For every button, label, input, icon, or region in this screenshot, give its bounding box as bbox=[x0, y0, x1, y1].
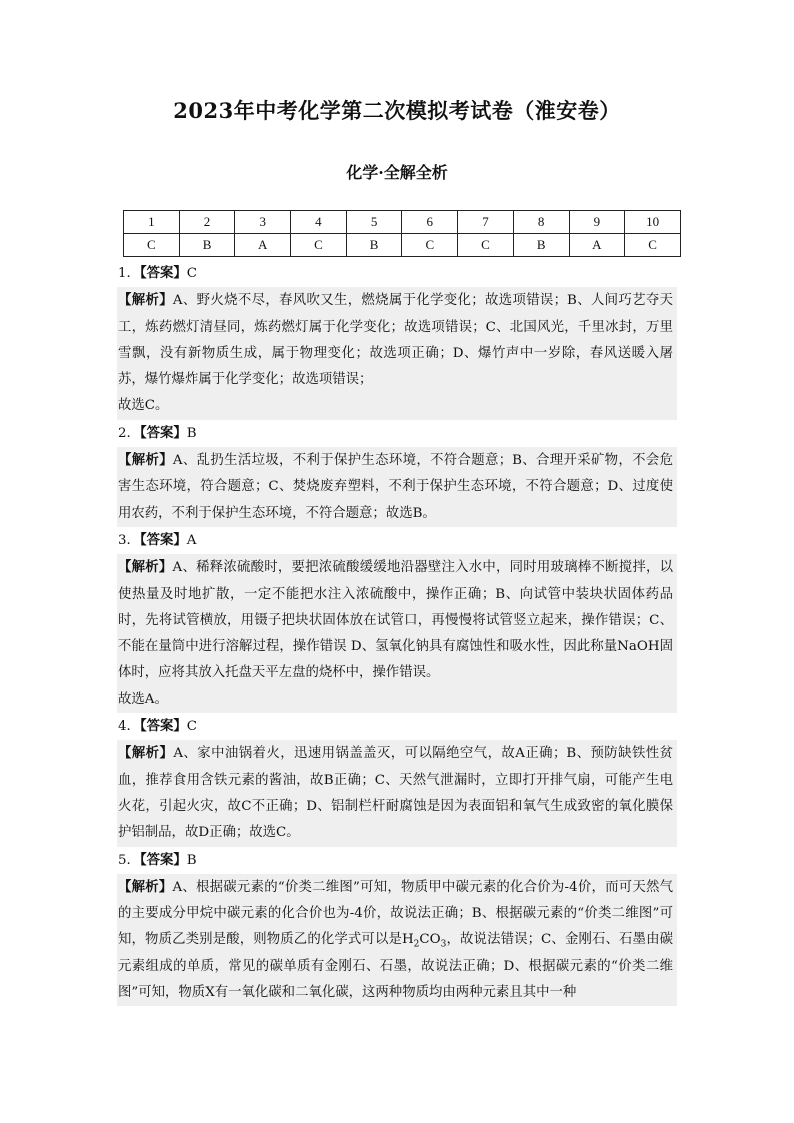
table-cell: B bbox=[179, 234, 235, 257]
answer-tag: 【答案】 bbox=[139, 424, 187, 441]
analysis-conclusion: 故选A。 bbox=[118, 691, 168, 707]
analysis-text bbox=[118, 874, 673, 1006]
answer-table-number-row bbox=[124, 211, 681, 234]
analysis-body: A、乱扔生活垃圾，不利于保护生态环境，不符合题意；B、合理开采矿物，不会危害生态环境，符合题意；C、焚烧废弃塑料，不利于保护生态环境，不符合题意；D、过度使用农药，不利于保护生态环境，不符合题意；故选B。 bbox=[118, 453, 673, 521]
question-number: 4． bbox=[118, 719, 140, 735]
answer-value: B bbox=[186, 852, 197, 868]
table-cell: 1 bbox=[124, 211, 180, 234]
analysis-block-q3 bbox=[117, 554, 677, 713]
answer-line-q2 bbox=[117, 420, 677, 447]
analysis-tag: 【解析】 bbox=[118, 878, 173, 895]
analysis-block-q2 bbox=[117, 447, 677, 527]
analysis-body: A、稀释浓硫酸时，要把浓硫酸缓缓地沿器壁注入水中，同时用玻璃棒不断搅拌，以使热量及时地扩散，一定不能把水注入浓硫酸中，操作正确；B、向试管中装块状固体药品时，先将试管横放，用镊子把块状固体放在试管口，再慢慢将试管竖立起来，操作错误；C、不能在量筒中进行溶解过程，操作错误 D、氢氧化钠具有腐蚀性和吸水性，因此称量NaOH固体时，应将其放入托盘天平左盘的烧杯中，操作错误。 bbox=[118, 560, 674, 681]
table-cell: 5 bbox=[346, 211, 402, 234]
analysis-tag: 【解析】 bbox=[118, 292, 173, 309]
answer-line-q1 bbox=[117, 260, 677, 287]
analysis-text bbox=[118, 287, 673, 393]
answer-value: B bbox=[186, 425, 197, 441]
table-cell: 6 bbox=[402, 211, 458, 234]
answer-value: C bbox=[186, 719, 198, 735]
table-cell: 8 bbox=[513, 211, 569, 234]
table-cell: 3 bbox=[235, 211, 291, 234]
question-number: 1． bbox=[118, 266, 140, 281]
table-cell: 4 bbox=[291, 211, 347, 234]
analysis-text bbox=[118, 554, 673, 686]
answer-value: C bbox=[186, 266, 198, 281]
table-cell: C bbox=[124, 234, 180, 257]
analysis-tag: 【解析】 bbox=[118, 452, 173, 469]
table-cell: C bbox=[458, 234, 514, 257]
answer-line-q5 bbox=[117, 847, 677, 874]
analysis-body: A、根据碳元素的“价类二维图”可知，物质甲中碳元素的化合价为-4价，而可天然气的主要成分甲烷中碳元素的化合价也为-4价，故说法正确；B、根据碳元素的“价类二维图”可知，物质乙类别是酸，则物质乙的化学式可以是H bbox=[118, 879, 673, 948]
question-number: 5． bbox=[118, 852, 140, 868]
table-cell: C bbox=[291, 234, 347, 257]
formula-part: CO bbox=[419, 932, 441, 948]
analysis-body: ，故说法错误；C、金刚石、石墨由碳元素组成的单质，常见的碳单质有金刚石、石墨，故说法正确；D、根据碳元素的“价类二维图”可知，物质X有一氧化碳和二氧化碳，这两种物质均由两种元素且其中一种 bbox=[118, 932, 673, 1001]
answer-value: A bbox=[186, 532, 197, 548]
analysis-block-q5 bbox=[117, 874, 677, 1006]
formula-subscript: 3 bbox=[440, 940, 447, 951]
analysis-body: A、家中油锅着火，迅速用锅盖盖灭，可以隔绝空气，故A正确；B、预防缺铁性贫血，推荐食用含铁元素的酱油，故B正确；C、天然气泄漏时，立即打开排气扇，可能产生电火花，引起火灾，故C不正确；D、铝制栏杆耐腐蚀是因为表面铝和氧气生成致密的氧化膜保护铝制品，故D正确；故选C。 bbox=[118, 746, 674, 841]
table-cell: 9 bbox=[569, 211, 625, 234]
analysis-text bbox=[118, 740, 673, 846]
answer-line-q3 bbox=[117, 527, 677, 554]
analysis-text bbox=[118, 447, 673, 527]
table-cell: 2 bbox=[179, 211, 235, 234]
analysis-tag: 【解析】 bbox=[118, 559, 173, 576]
answer-line-q4 bbox=[117, 713, 677, 740]
analysis-block-q1 bbox=[117, 287, 677, 419]
table-cell: A bbox=[235, 234, 291, 257]
analysis-block-q4 bbox=[117, 740, 677, 846]
table-cell: A bbox=[569, 234, 625, 257]
table-cell: 10 bbox=[625, 211, 681, 234]
analysis-body: A、野火烧不尽，春风吹又生，燃烧属于化学变化；故选项错误；B、人间巧艺夺天工，炼药燃灯清昼同，炼药燃灯属于化学变化；故选项错误；C、北国风光，千里冰封，万里雪飘，没有新物质生成，属于物理变化；故选项正确；D、爆竹声中一岁除，春风送暖入屠苏，爆竹爆炸属于化学变化；故选项错误； bbox=[118, 293, 673, 388]
table-cell: B bbox=[513, 234, 569, 257]
page-title: 2023年中考化学第二次模拟考试卷（淮安卷） bbox=[173, 98, 621, 123]
analysis-conclusion: 故选C。 bbox=[118, 398, 169, 414]
answer-tag: 【答案】 bbox=[139, 851, 187, 868]
solutions-body bbox=[117, 260, 677, 1006]
table-cell: B bbox=[346, 234, 402, 257]
formula-subscript: 2 bbox=[413, 940, 420, 951]
answer-tag: 【答案】 bbox=[139, 718, 187, 735]
answer-tag: 【答案】 bbox=[139, 265, 187, 281]
table-cell: 7 bbox=[458, 211, 514, 234]
answer-tag: 【答案】 bbox=[139, 531, 187, 548]
answer-table bbox=[123, 210, 681, 257]
answer-table-answer-row bbox=[124, 234, 681, 257]
page-subtitle: 化学·全解全析 bbox=[346, 163, 448, 182]
analysis-tag: 【解析】 bbox=[118, 745, 174, 762]
table-cell: C bbox=[625, 234, 681, 257]
question-number: 3． bbox=[118, 532, 140, 548]
question-number: 2． bbox=[118, 425, 140, 441]
table-cell: C bbox=[402, 234, 458, 257]
